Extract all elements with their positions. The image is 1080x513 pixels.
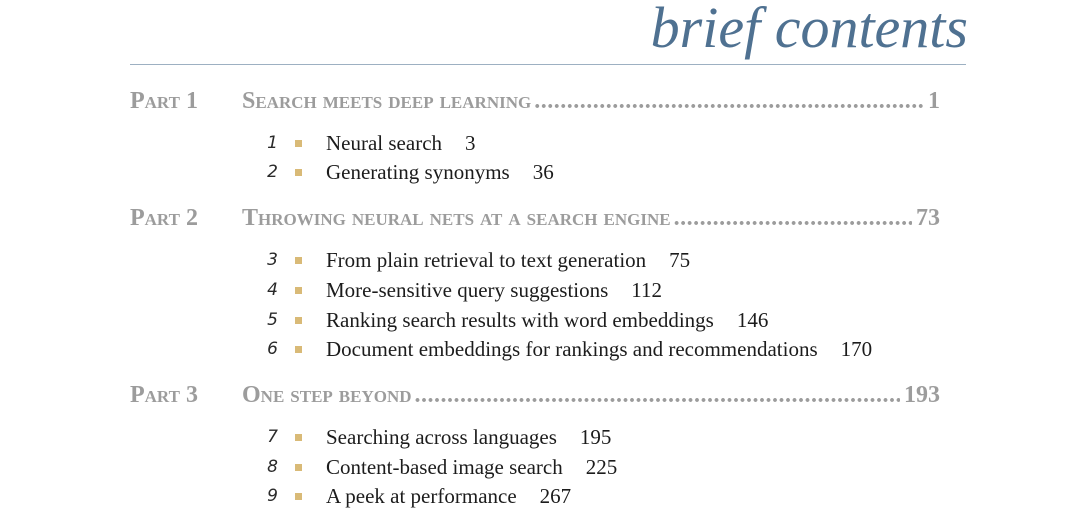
chapter-row[interactable] xyxy=(262,158,554,186)
bullet-square-icon xyxy=(295,140,302,147)
chapter-title: A peek at performance xyxy=(326,483,517,508)
part-label: Part 1 xyxy=(130,88,198,114)
chapter-page-number: 36 xyxy=(532,159,554,184)
part-title: One step beyond xyxy=(242,382,412,408)
chapter-row[interactable] xyxy=(262,423,611,451)
part-page-number: 193 xyxy=(904,382,940,408)
chapter-row[interactable] xyxy=(262,335,872,363)
chapter-title: More-sensitive query suggestions xyxy=(326,277,609,302)
chapter-number: 7 xyxy=(267,427,278,447)
chapter-page-number: 146 xyxy=(736,307,769,332)
chapter-title: Searching across languages xyxy=(326,424,557,449)
chapter-row[interactable] xyxy=(262,306,768,334)
chapter-page-number: 267 xyxy=(539,483,572,508)
part-label: Part 3 xyxy=(130,382,198,408)
chapter-title: Generating synonyms xyxy=(326,159,510,184)
dot-leader xyxy=(534,88,924,115)
chapter-row[interactable] xyxy=(262,246,690,274)
chapter-row[interactable] xyxy=(262,453,617,481)
chapter-title: Content-based image search xyxy=(326,454,563,479)
chapter-number: 6 xyxy=(267,339,278,359)
part-row[interactable] xyxy=(130,88,940,118)
chapter-page-number: 3 xyxy=(465,130,476,155)
chapter-row[interactable] xyxy=(262,482,571,510)
part-page-number: 73 xyxy=(916,205,940,231)
title-rule xyxy=(130,64,966,65)
chapter-page-number: 170 xyxy=(840,336,873,361)
dot-leader xyxy=(674,205,912,232)
chapter-number: 1 xyxy=(267,133,278,153)
chapter-title: Neural search xyxy=(326,130,443,155)
bullet-square-icon xyxy=(295,493,302,500)
chapter-title: Document embeddings for rankings and recommendations xyxy=(326,336,818,361)
part-row[interactable] xyxy=(130,205,940,235)
chapter-page-number: 195 xyxy=(579,424,612,449)
chapter-number: 2 xyxy=(267,162,278,182)
chapter-page-number: 112 xyxy=(631,277,663,302)
bullet-square-icon xyxy=(295,346,302,353)
chapter-page-number: 75 xyxy=(669,247,691,272)
chapter-number: 4 xyxy=(267,280,278,300)
part-label: Part 2 xyxy=(130,205,198,231)
dot-leader xyxy=(415,382,900,409)
bullet-square-icon xyxy=(295,434,302,441)
bullet-square-icon xyxy=(295,317,302,324)
part-row[interactable] xyxy=(130,382,940,412)
bullet-square-icon xyxy=(295,464,302,471)
bullet-square-icon xyxy=(295,287,302,294)
chapter-page-number: 225 xyxy=(585,454,618,479)
chapter-number: 3 xyxy=(267,250,278,270)
chapter-number: 9 xyxy=(267,486,278,506)
page-title: brief contents xyxy=(650,0,968,60)
chapter-row[interactable] xyxy=(262,276,662,304)
chapter-title: Ranking search results with word embeddings xyxy=(326,307,714,332)
chapter-number: 5 xyxy=(267,310,278,330)
chapter-number: 8 xyxy=(267,457,278,477)
part-title: Search meets deep learning xyxy=(242,88,532,114)
part-title: Throwing neural nets at a search engine xyxy=(242,205,671,231)
chapter-title: From plain retrieval to text generation xyxy=(326,247,647,272)
chapter-row[interactable] xyxy=(262,129,476,157)
bullet-square-icon xyxy=(295,257,302,264)
part-page-number: 1 xyxy=(928,88,940,114)
bullet-square-icon xyxy=(295,169,302,176)
